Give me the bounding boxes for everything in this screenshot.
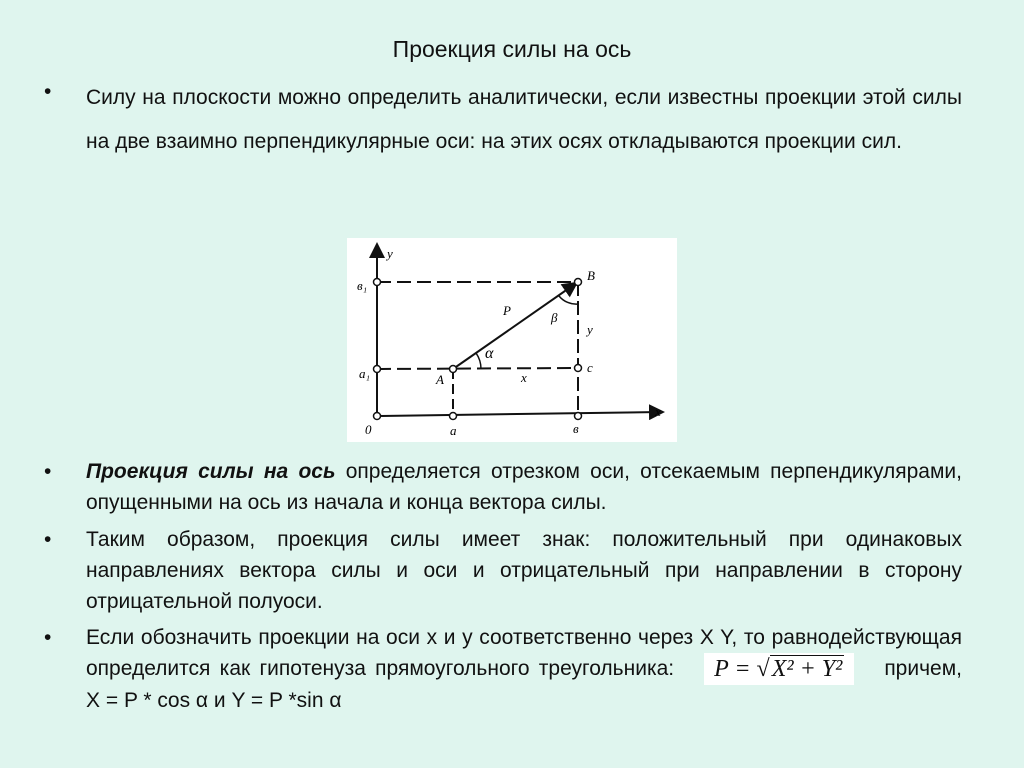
label-a: a	[450, 423, 457, 438]
label-a1: a₁	[359, 366, 371, 381]
point-B	[575, 279, 582, 286]
label-B: B	[587, 268, 595, 283]
bullet-marker: •	[44, 80, 52, 103]
force-vector-P	[453, 284, 575, 369]
label-y-axis: y	[387, 246, 393, 261]
bullet-4-lead: Если обозначить проекции на оси x и y соответственно через X Y, то равнодействующая определится как гипотенуза прямоугольного треугольника:	[86, 626, 962, 680]
label-P: P	[503, 303, 511, 318]
bullet-1-text: Силу на плоскости можно определить аналитически, если известны проекции этой силы на две взаимно перпендикулярные оси: на этих осях откладываются проекции сил.	[86, 86, 962, 153]
bullet-2-rest: определяется отрезком оси, отсекаемым перпендикулярами, опущенными на ось из начала и конца вектора силы.	[86, 460, 962, 514]
point-origin	[374, 413, 381, 420]
bullet-4	[44, 622, 962, 716]
magnitude-formula: P = √X² + Y²	[704, 653, 854, 685]
label-beta: β	[551, 310, 558, 325]
bullet-4-after: причем, X = P * cos α и Y = P *sin α	[86, 657, 962, 713]
point-a	[450, 413, 457, 420]
bullet-3-text: Таким образом, проекция силы имеет знак: положительный при одинаковых направлениях вектора силы и оси и отрицательный при направлении в сторону отрицательной полуоси.	[86, 528, 962, 613]
bullet-3	[44, 524, 962, 617]
formula-radicand: X² + Y²	[771, 656, 843, 683]
label-b: в	[573, 421, 579, 436]
dashed-line-a1-C	[377, 368, 579, 369]
label-C: c	[587, 360, 593, 375]
bullet-4-text	[86, 622, 962, 716]
bullet-marker: •	[44, 626, 52, 649]
bullet-2	[44, 456, 962, 518]
diagram-svg	[347, 238, 677, 442]
bullet-2-text	[86, 456, 962, 518]
x-axis-line	[377, 412, 661, 416]
bullet-2-emphasis: Проекция силы на ось	[86, 460, 336, 483]
force-projection-diagram	[347, 238, 677, 442]
label-A: A	[436, 372, 444, 387]
angle-alpha-arc	[476, 353, 481, 369]
label-seg-x: x	[521, 370, 527, 385]
point-b1	[374, 279, 381, 286]
label-alpha: α	[485, 345, 494, 362]
point-C	[575, 365, 582, 372]
slide-title: Проекция силы на ось	[392, 36, 632, 62]
formula-left: P =	[714, 656, 757, 683]
bullet-marker: •	[44, 460, 52, 483]
bullet-1	[44, 76, 962, 164]
label-b1: в₁	[357, 278, 368, 293]
angle-beta-arc	[559, 296, 578, 304]
label-seg-y: y	[587, 322, 593, 337]
bullet-marker: •	[44, 528, 52, 551]
point-a1	[374, 366, 381, 373]
point-b	[575, 413, 582, 420]
label-origin: 0	[365, 422, 372, 437]
point-A	[450, 366, 457, 373]
label-x-axis: x	[655, 404, 661, 419]
